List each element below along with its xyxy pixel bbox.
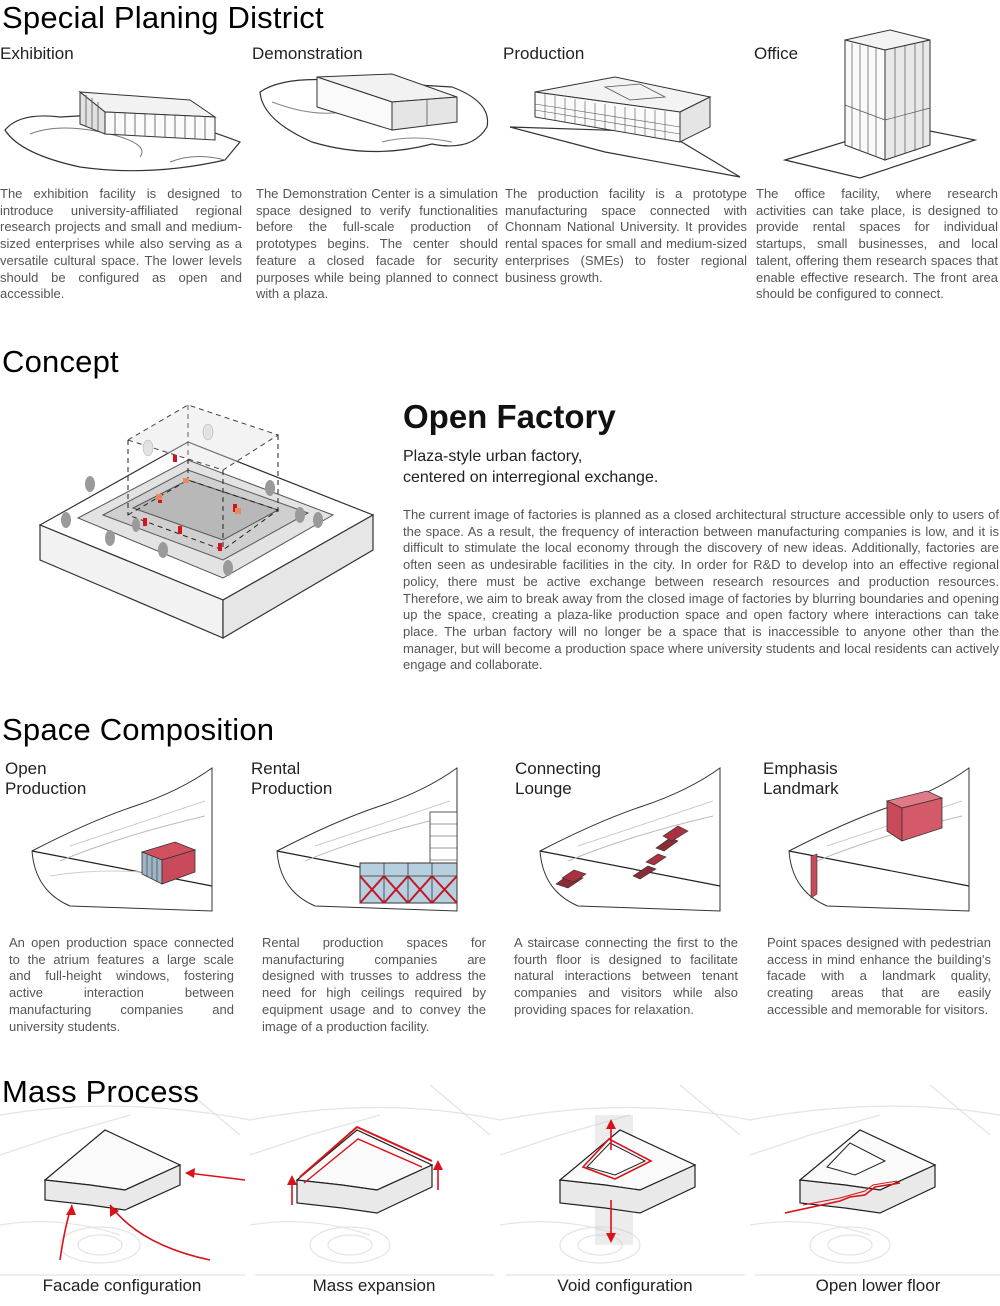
connecting-lounge-illustration — [538, 766, 723, 914]
production-illustration — [505, 72, 745, 182]
mass-caption-facade-configuration: Facade configuration — [42, 1276, 202, 1295]
planning-text-office: The office facility, where research activities can take place, is designed to provide rental spaces for individual startups, small businesses, and local talent, offering them research spaces that enable effective research. The front area should be configured to connect. — [756, 186, 998, 302]
section-title-mass-process: Mass Process — [2, 1074, 200, 1109]
mass-caption-void-configuration: Void configuration — [557, 1276, 693, 1295]
emphasis-landmark-illustration — [787, 766, 972, 914]
concept-heading: Open Factory — [403, 398, 616, 435]
open-production-illustration — [30, 766, 215, 914]
concept-subtitle-line1: Plaza-style urban factory, — [403, 448, 583, 465]
concept-subtitle-line2: centered on interregional exchange. — [403, 469, 659, 486]
composition-text-open-production: An open production space connected to the atrium features a large scale and full-height windows, fostering active interaction between manufacturing companies and university students. — [9, 935, 234, 1034]
planning-label-production: Production — [503, 44, 585, 63]
mass-step-facade-illustration — [30, 1105, 250, 1265]
demonstration-illustration — [252, 72, 497, 182]
composition-label-emphasis-landmark: Emphasis Landmark — [763, 759, 839, 798]
mass-step-void-illustration — [545, 1105, 745, 1265]
composition-label-open-production: Open Production — [5, 759, 87, 798]
planning-column-demonstration — [252, 44, 497, 64]
composition-text-connecting-lounge: A staircase connecting the first to the fourth floor is designed to facilitate natural interactions between tenant companies and visitors while also providing spaces for relaxation. — [514, 935, 738, 1017]
planning-label-demonstration: Demonstration — [252, 44, 363, 63]
mass-step-open-lower-floor-illustration — [785, 1105, 995, 1265]
exhibition-illustration — [0, 72, 245, 182]
mass-caption-open-lower-floor: Open lower floor — [815, 1276, 941, 1295]
composition-label-rental-production: Rental Production — [251, 759, 333, 798]
planning-text-production: The production facility is a prototype manufacturing space connected with Chonnam National University. It provides rental spaces for small and medium-sized enterprises (SMEs) to foster regional business growth. — [505, 186, 747, 285]
composition-text-emphasis-landmark: Point spaces designed with pedestrian access in mind enhance the building's facade with a landmark quality, creating areas that are easily accessible and memorable for visitors. — [767, 935, 991, 1017]
concept-body-text: The current image of factories is planned as a closed architectural structure accessible only to users of the space. As a result, the frequency of interaction between manufacturing companies is low, and it is difficult to stimulate the local economy through the discovery of new ideas. Additionally, factories are often seen as undesirable facilities in the city. In order for R&D to develop into an effective regional policy, there must be active exchange between research resources and production resources. Therefore, we aim to break away from the closed image of factories by blurring boundaries and opening up the space, creating a plaza-like production space and open factory where interactions can take place. The urban factory will no longer be a space that is inaccessible to anyone other than the manager, but will become a production space where university students and local residents can actively engage and collaborate. — [403, 507, 999, 673]
planning-text-exhibition: The exhibition facility is designed to introduce university-affiliated regional research projects and small and medium-sized enterprises while also serving as a versatile cultural space. The lower levels should be configured as open and accessible. — [0, 186, 242, 302]
section-title-space-composition: Space Composition — [2, 712, 275, 747]
section-title-concept: Concept — [2, 344, 119, 379]
planning-text-demonstration: The Demonstration Center is a simulation space designed to verify functionalities before the full-scale production of prototypes begins. The center should feature a closed facade for security purposes while being planned to connect with a plaza. — [256, 186, 498, 302]
rental-production-illustration — [275, 766, 460, 914]
planning-column-production — [503, 44, 748, 64]
planning-label-exhibition: Exhibition — [0, 44, 74, 63]
concept-subtitle — [403, 446, 963, 488]
planning-label-office: Office — [754, 44, 799, 63]
composition-label-connecting-lounge: Connecting Lounge — [515, 759, 602, 798]
section-title-special-planning: Special Planing District — [2, 0, 324, 35]
composition-text-rental-production: Rental production spaces for manufacturing companies are designed with trusses to address the need for high ceilings required by equipment usage and to convey the image of a production facility. — [262, 935, 486, 1034]
planning-column-exhibition — [0, 44, 245, 64]
concept-isometric-diagram — [38, 400, 378, 690]
mass-step-expansion-illustration — [282, 1105, 502, 1265]
office-illustration — [780, 20, 995, 185]
mass-caption-mass-expansion: Mass expansion — [312, 1276, 436, 1295]
